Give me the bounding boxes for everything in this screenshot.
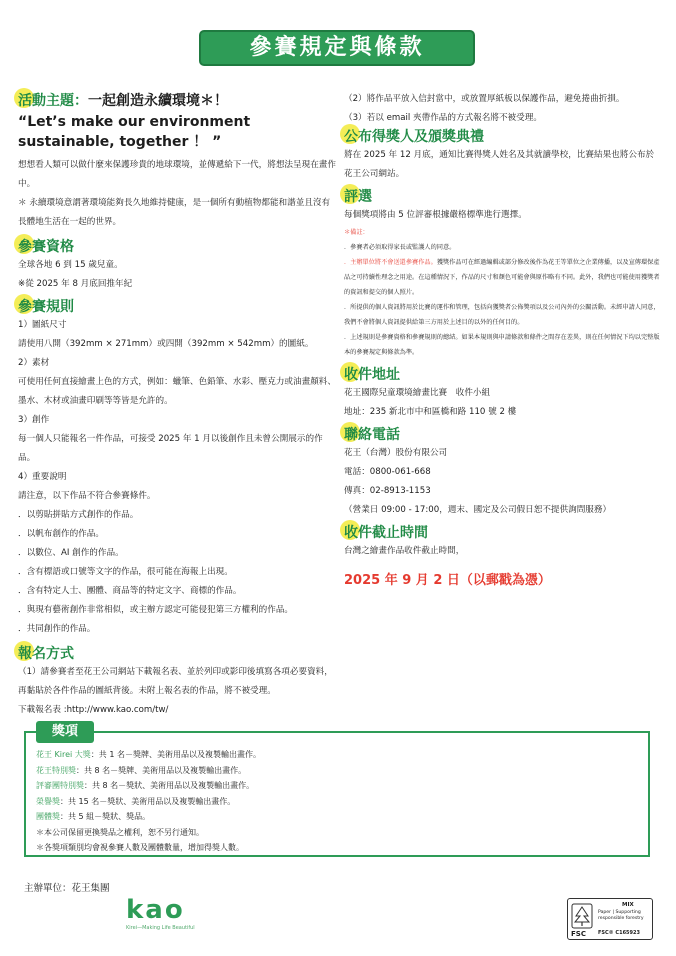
registration-step-3: （3）若以 email 夾帶作品的方式報名將不被受理。 — [344, 113, 542, 123]
contact-heading: 聯絡電話 — [344, 426, 662, 444]
judging-text: 每個獎項將由 5 位評審根據嚴格標準進行選擇。 — [344, 210, 527, 220]
rules-material-text: 可使用任何直接繪畫上色的方式，例如：蠟筆、色鉛筆、水彩、壓克力或油畫顏料、墨水、木材或油畫印刷等等皆是允許的。 — [18, 377, 336, 406]
notice-label: ＊備註： — [344, 229, 369, 236]
announce-heading: 公布得獎人及頒獎典禮 — [344, 128, 662, 146]
kao-tagline: Kirei—Making Life Beautiful — [126, 925, 195, 931]
award-note: ＊各獎項類別均會視參賽人數及團體數量，增加得獎人數。 — [36, 843, 244, 852]
organizer-text: 主辦單位：花王集團 — [24, 883, 110, 894]
list-item: ．與現有藝術創作非常相似，或主辦方認定可能侵犯第三方權利的作品。 — [18, 605, 294, 615]
rules-important-title: 4）重要說明 — [18, 472, 67, 482]
registration-text: （1）請參賽者至花王公司網站下載報名表、並於列印或影印後填寫各項必要資料，再黏貼於各件作品的圖紙背後。未附上報名表的作品，將不被受理。 — [18, 667, 333, 696]
award-row: 花王特別獎：共 8 名－獎牌、美術用品以及複製輸出畫作。 — [36, 765, 247, 775]
rules-material-title: 2）素材 — [18, 358, 50, 368]
fsc-certification-badge — [567, 898, 653, 940]
address-recipient: 花王國際兒童環境繪畫比賽 收件小組 — [344, 388, 491, 398]
list-item: ．共同創作的作品。 — [18, 624, 96, 634]
eligibility-line: 全球各地 6 到 15 歲兒童。 — [18, 260, 123, 270]
eligibility-heading: 參賽資格 — [18, 238, 336, 256]
fsc-tree-icon — [571, 903, 593, 929]
judging-heading: 評選 — [344, 188, 662, 206]
list-item: ．含有標語或口號等文字的作品，很可能在海報上出現。 — [18, 567, 233, 577]
address-heading: 收件地址 — [344, 366, 662, 384]
theme-paragraph: 想想看人類可以做什麼來保護珍貴的地球環境，並傳遞給下一代，將想法呈現在畫作中。 — [18, 160, 336, 189]
deadline-text: 台灣之繪畫作品收件截止時間， — [344, 546, 465, 556]
right-column — [344, 90, 662, 588]
award-note: ＊本公司保留更換獎品之權利，恕不另行通知。 — [36, 827, 204, 837]
contact-company: 花王（台灣）股份有限公司 — [344, 448, 448, 458]
notice-item: ．參賽者必須取得家長或監護人的同意。 — [344, 244, 456, 251]
deadline-heading: 收件截止時間 — [344, 524, 662, 542]
list-item: ．以剪貼拼貼方式創作的作品。 — [18, 510, 139, 520]
list-item: ．以帆布創作的作品。 — [18, 529, 104, 539]
fsc-logo-text: FSC — [571, 930, 586, 938]
registration-link[interactable]: 下載報名表 :http://www.kao.com/tw/ — [18, 705, 169, 715]
rules-creation-text: 每一個人只能報名一件作品，可接受 2025 年 1 月以後創作且未曾公開展示的作品。 — [18, 434, 323, 463]
registration-heading: 報名方式 — [18, 645, 336, 663]
list-item: ．含有特定人士、團體、商品等的特定文字、商標的作品。 — [18, 586, 242, 596]
rules-size-text: 請使用八開（392mm × 271mm）或四開（392mm × 542mm）的圖紙。 — [18, 339, 314, 349]
contact-phone: 電話：0800-061-668 — [344, 467, 431, 477]
contact-hours: （營業日 09:00 - 17:00，週末、國定及公司假日恕不提供詢問服務） — [344, 505, 612, 515]
awards-tag: 獎項 — [36, 721, 94, 743]
address-line: 地址：235 新北市中和區橋和路 110 號 2 樓 — [344, 407, 517, 417]
theme-heading: 活動主題：一起創造永續環境＊！ — [18, 92, 336, 110]
left-column — [18, 92, 336, 720]
list-item: ．以數位、AI 創作的作品。 — [18, 548, 124, 558]
notice-item: ．上述規則是參賽資格和參賽規則的總結。如果本規則與申請條款和條件之間存在差異，則在任何情況下均以完整版本的參賽規定與條款為準。 — [344, 334, 660, 356]
registration-step-2: （2）將作品平放入信封當中，或放置厚紙板以保護作品，避免捲曲折損。 — [344, 94, 625, 104]
awards-list — [36, 747, 261, 856]
fsc-description: Paper | Supporting responsible forestry — [598, 910, 644, 921]
notice-item: ．主辦單位將不會送還參賽作品。獲獎作品可在經過編輯或部分修改後作為花王等單位之企業傳播，以及宣傳環保產品之可持續性理念之用途。在這種情況下，作品的尺寸和顏色可能會與原作略有不同。此外，我們也可能使用獲獎者的資訊和提交的個人照片。 — [344, 259, 660, 296]
contact-fax: 傳真：02-8913-1153 — [344, 486, 431, 496]
award-row: 團體獎：共 5 組－獎狀、獎品。 — [36, 812, 151, 821]
award-row: 花王 Kirei 大獎：共 1 名－獎牌、美術用品以及複製輸出畫作。 — [36, 750, 261, 759]
theme-english: “Let’s make our environment sustainable, together ！ ” — [18, 114, 251, 150]
notice-item: ．所提供的個人資訊將用於比賽的運作和管理，包括向獲獎者公佈獎項以及公司內外的公關活動。未經申請人同意，我們不會將個人資訊提供給第三方用於上述目的以外的任何目的。 — [344, 304, 660, 326]
page-title: 參賽規定與條款 — [199, 30, 475, 66]
rules-creation-title: 3）創作 — [18, 415, 50, 425]
award-row: 榮譽獎：共 15 名－獎狀、美術用品以及複製輸出畫作。 — [36, 796, 236, 806]
fsc-license-code: FSC® C165923 — [598, 930, 640, 936]
rules-heading: 參賽規則 — [18, 298, 336, 316]
eligibility-note: ※從 2025 年 8 月底回推年紀 — [18, 279, 133, 289]
award-row: 評審團特別獎：共 8 名－獎狀、美術用品以及複製輸出畫作。 — [36, 781, 255, 790]
awards-box — [24, 724, 650, 857]
rules-important-text: 請注意，以下作品不符合參賽條件。 — [18, 491, 156, 501]
announce-text: 將在 2025 年 12 月底，通知比賽得獎人姓名及其就讀學校，比賽結果也將公布於花王公司網站。 — [344, 150, 655, 179]
kao-logo: kao — [126, 895, 185, 925]
rules-size-title: 1）圖紙尺寸 — [18, 320, 67, 330]
theme-note: ＊ 永續環境意謂著環境能夠長久地維持健康，是一個所有動植物都能和諧並且沒有長體地生活在一起的世界。 — [18, 198, 331, 227]
deadline-date: 2025 年 9 月 2 日（以郵戳為憑） — [344, 573, 551, 588]
fsc-mix-label: MIX — [622, 902, 634, 908]
